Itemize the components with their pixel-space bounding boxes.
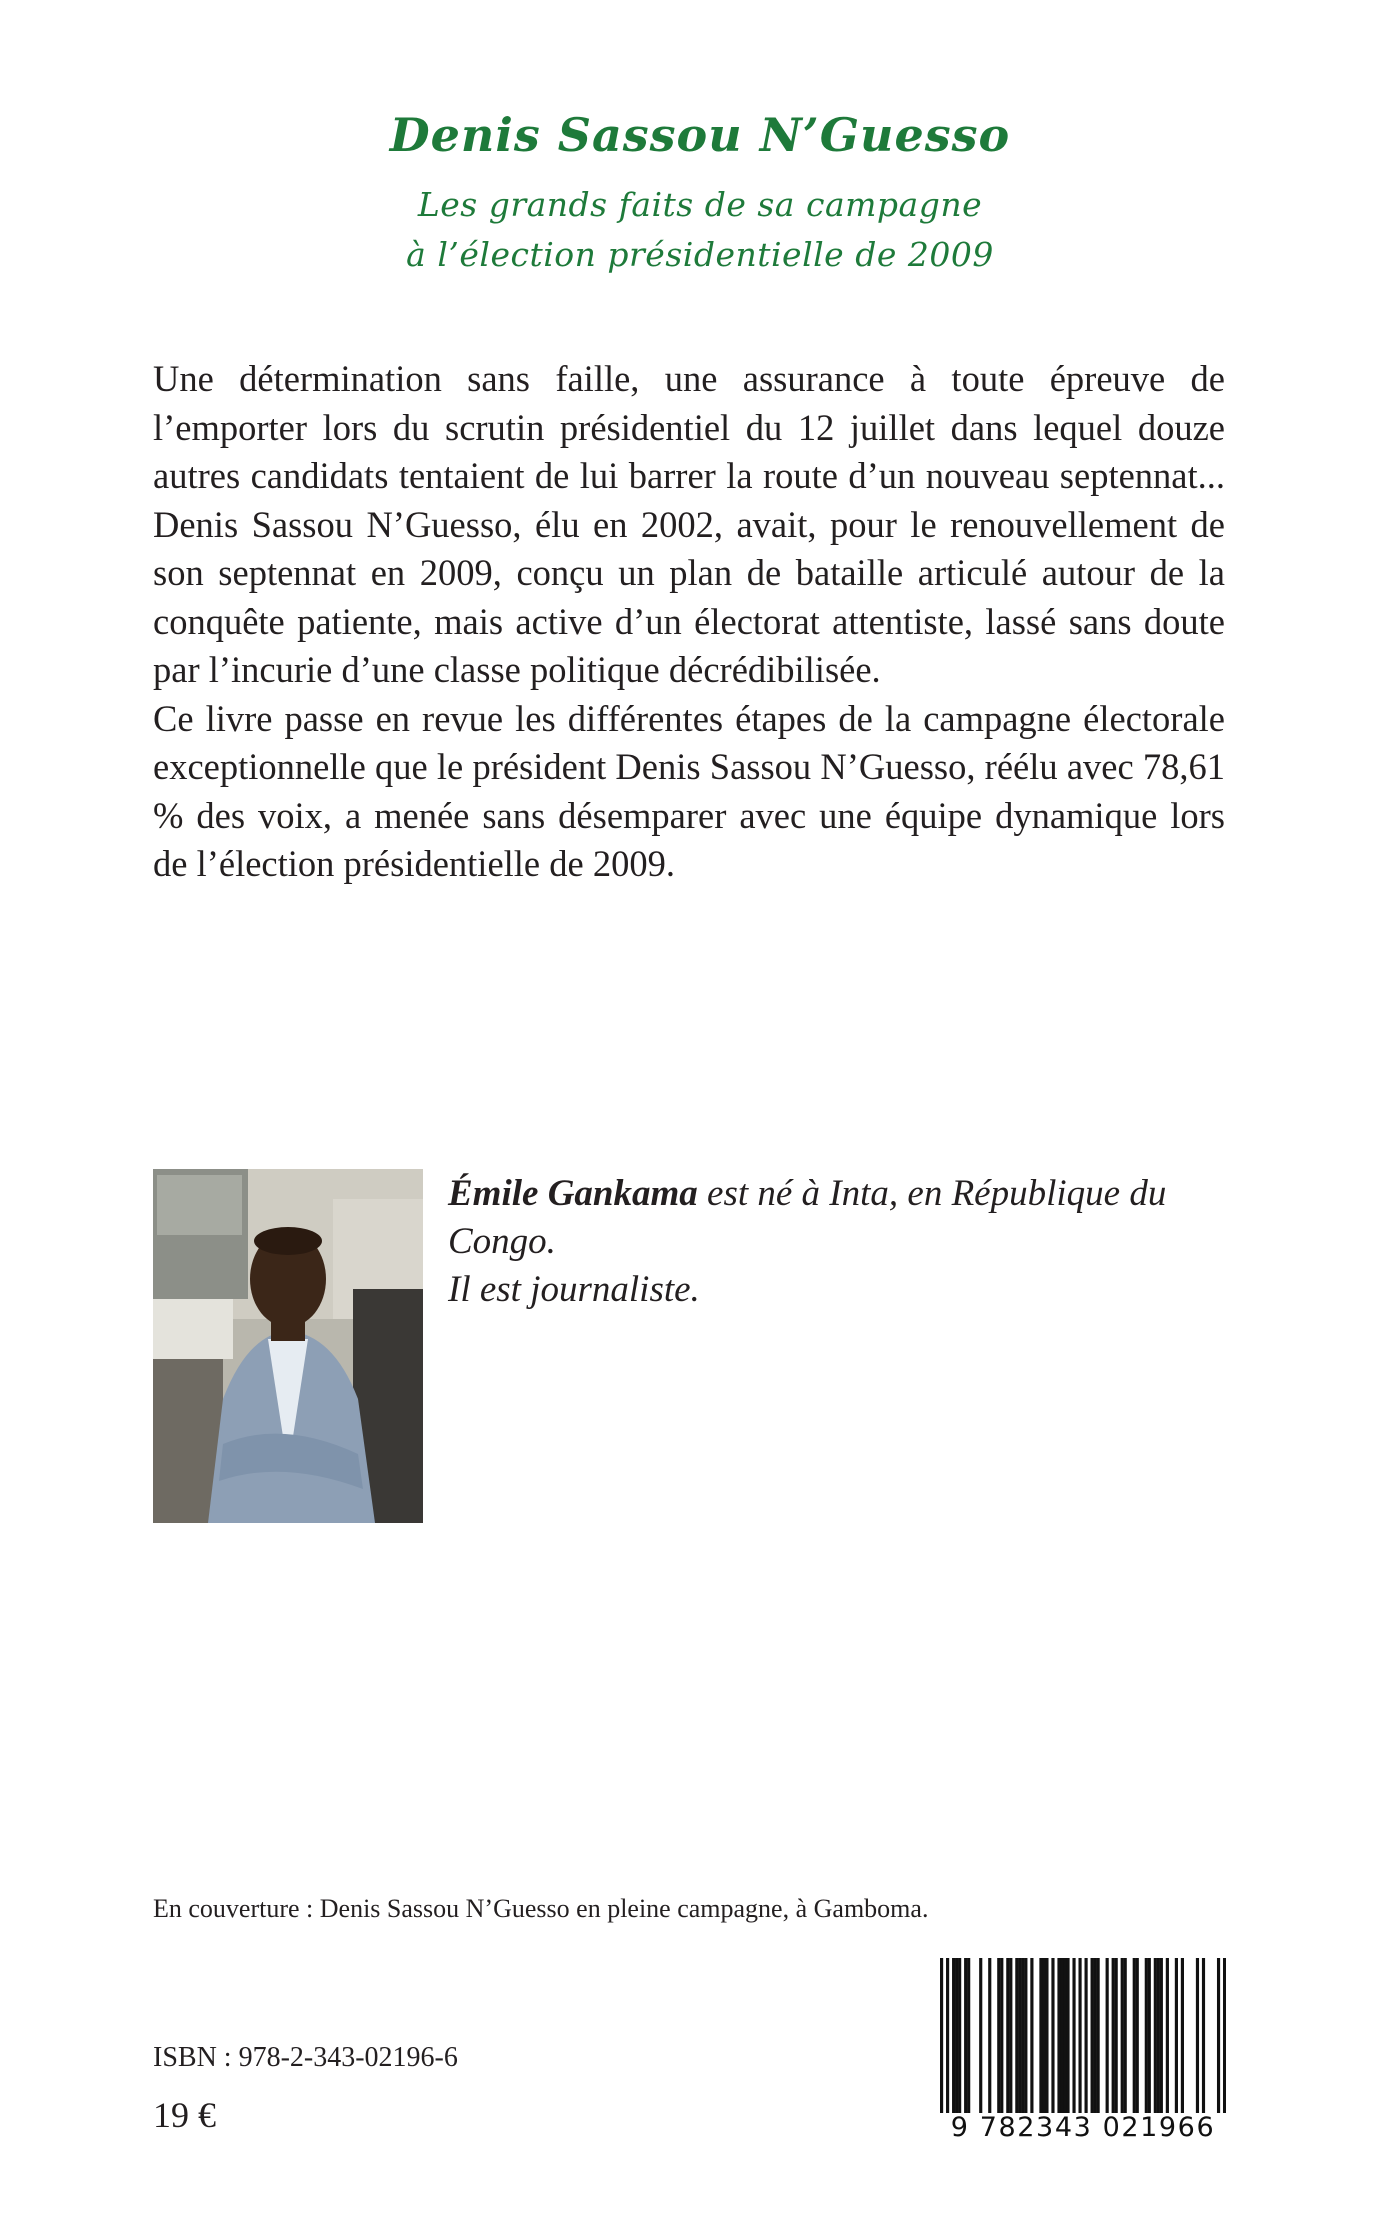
barcode-bar (946, 1958, 949, 2113)
barcode-bar (1166, 1958, 1169, 2113)
barcode-bar (1217, 1958, 1220, 2113)
barcode-bars (940, 1958, 1226, 2113)
barcode-bar (958, 1958, 961, 2113)
barcode-bar (1039, 1958, 1042, 2113)
barcode-bar (967, 1958, 970, 2113)
barcode-bar (1024, 1958, 1027, 2113)
barcode-bar (1157, 1958, 1160, 2113)
barcode-bar (1145, 1958, 1148, 2113)
barcode-bar (1021, 1958, 1024, 2113)
cover-credit: En couverture : Denis Sassou N’Guesso en pleine campagne, à Gamboma. (153, 1894, 929, 1923)
blurb-paragraph-2: Ce livre passe en revue les différentes étapes de la campagne électorale exceptionnelle que le président Denis Sassou N’Guesso, réélu avec 78,61 % des voix, a menée sans désemparer avec une équipe dynamique lors de l’élection présidentielle de 2009. (153, 697, 1225, 884)
barcode-bar (1121, 1958, 1124, 2113)
book-subtitle (0, 180, 1400, 280)
barcode-bar (1091, 1958, 1094, 2113)
barcode-digits: 9 782343 021966 (950, 2112, 1216, 2143)
barcode-bar (1045, 1958, 1048, 2113)
barcode-bar (1136, 1958, 1139, 2113)
author-name: Émile Gankama (448, 1173, 698, 1214)
barcode-bar (1160, 1958, 1163, 2113)
barcode-bar (1030, 1958, 1033, 2113)
barcode-bar (1223, 1958, 1226, 2113)
blurb-paragraph-1: Une détermination sans faille, une assurance à toute épreuve de l’emporter lors du scrutin présidentiel du 12 juillet dans lequel douze autres candidats tentaient de lui barrer la route d’un nouveau septennat... Denis Sassou N’Guesso, élu en 2002, avait, pour le renouvellement de son septennat en 2009, conçu un plan de bataille articulé autour de la conquête patiente, mais active d’un électorat attentiste, lassé sans doute par l’incurie d’une classe politique décrédibilisée. (153, 358, 1225, 690)
barcode-bar (1051, 1958, 1054, 2113)
barcode-bar (1154, 1958, 1157, 2113)
barcode-bar (940, 1958, 943, 2113)
barcode-bar (955, 1958, 958, 2113)
barcode-bar (1006, 1958, 1009, 2113)
barcode-bar (1060, 1958, 1063, 2113)
barcode-bar (1057, 1958, 1060, 2113)
barcode-bar (1078, 1958, 1081, 2113)
barcode-bar (1000, 1958, 1003, 2113)
barcode-bar (952, 1958, 955, 2113)
author-photo (153, 1169, 423, 1523)
barcode-bar (1181, 1958, 1184, 2113)
barcode-bar (1106, 1958, 1109, 2113)
price: 19 € (153, 2095, 216, 2135)
barcode-bar (1072, 1958, 1075, 2113)
barcode-bar (1009, 1958, 1012, 2113)
barcode-bar (1175, 1958, 1178, 2113)
subtitle-line-2: à l’élection présidentielle de 2009 (406, 235, 994, 274)
subtitle-line-1: Les grands faits de sa campagne (417, 185, 983, 224)
author-bio-line-1 (448, 1170, 1238, 1266)
barcode-bar (1148, 1958, 1151, 2113)
barcode-bar (1124, 1958, 1127, 2113)
barcode (940, 1958, 1226, 2113)
barcode-bar (1112, 1958, 1115, 2113)
barcode-bar (1063, 1958, 1066, 2113)
barcode-bar (1202, 1958, 1205, 2113)
blurb (153, 355, 1225, 889)
author-bio (448, 1170, 1238, 1314)
barcode-bar (979, 1958, 982, 2113)
barcode-bar (997, 1958, 1000, 2113)
book-title: Denis Sassou N’Guesso (389, 108, 1011, 162)
barcode-bar (1015, 1958, 1018, 2113)
barcode-bar (1066, 1958, 1069, 2113)
barcode-bar (1097, 1958, 1100, 2113)
barcode-bar (1094, 1958, 1097, 2113)
barcode-bar (1042, 1958, 1045, 2113)
isbn: ISBN : 978-2-343-02196-6 (153, 2042, 458, 2073)
barcode-bar (1018, 1958, 1021, 2113)
barcode-bar (964, 1958, 967, 2113)
author-birthplace: est né à Inta, en République du Congo. (448, 1173, 1167, 1262)
barcode-bar (1133, 1958, 1136, 2113)
author-bio-line-2: Il est journaliste. (448, 1269, 700, 1310)
barcode-bar (1085, 1958, 1088, 2113)
barcode-bar (988, 1958, 991, 2113)
barcode-bar (1115, 1958, 1118, 2113)
barcode-bar (1196, 1958, 1199, 2113)
